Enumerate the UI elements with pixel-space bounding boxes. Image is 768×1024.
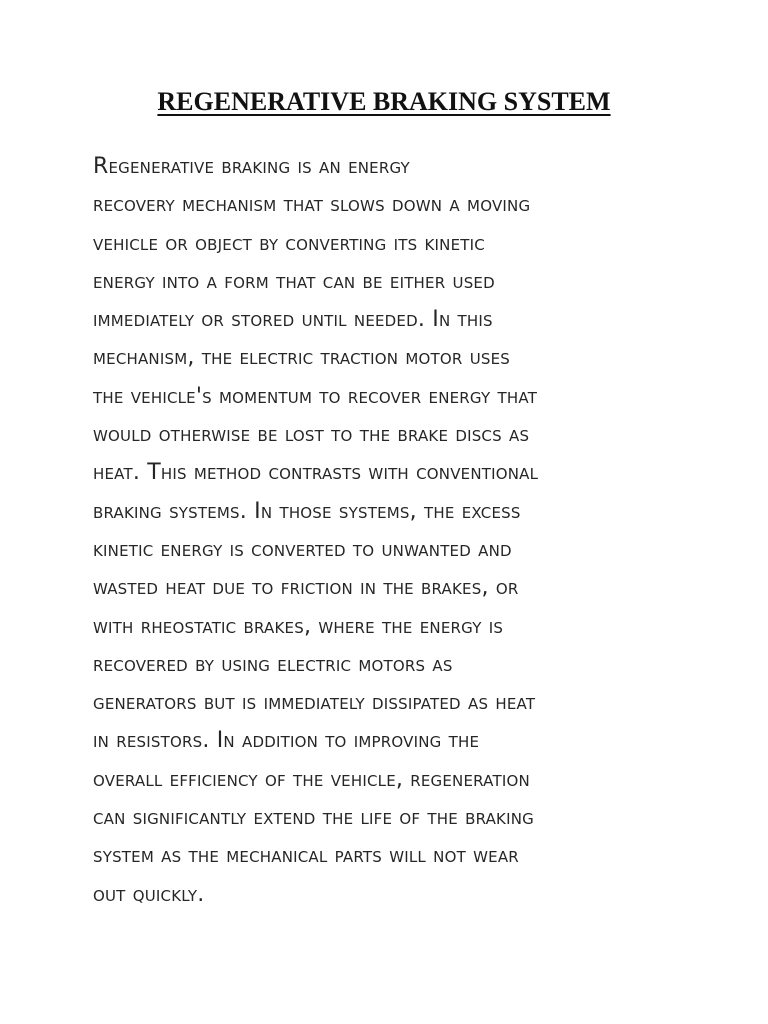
paragraph-line: heat. This method contrasts with conventional: [93, 460, 539, 486]
paragraph-line: generators but is immediately dissipated as heat: [93, 690, 536, 716]
paragraph-line: system as the mechanical parts will not wear: [93, 843, 519, 869]
paragraph-line: energy into a form that can be either used: [93, 268, 495, 294]
document-paragraph: [93, 148, 693, 914]
paragraph-line: wasted heat due to friction in the brakes, or: [93, 575, 519, 601]
paragraph-line: out quickly.: [93, 881, 205, 907]
paragraph-line: can significantly extend the life of the braking: [93, 805, 534, 831]
document-title-text: REGENERATIVE BRAKING SYSTEM: [157, 87, 611, 116]
paragraph-line: Regenerative braking is an energy: [93, 154, 410, 179]
paragraph-line: recovery mechanism that slows down a moving: [93, 192, 531, 218]
paragraph-line: mechanism, the electric traction motor uses: [93, 345, 510, 371]
paragraph-line: recovered by using electric motors as: [93, 651, 453, 677]
paragraph-line: immediately or stored until needed. In this: [93, 307, 493, 333]
document-title: [0, 86, 768, 118]
paragraph-line: braking systems. In those systems, the excess: [93, 498, 521, 524]
paragraph-line: in resistors. In addition to improving the: [93, 728, 480, 754]
paragraph-line: would otherwise be lost to the brake discs as: [93, 422, 530, 448]
paragraph-line: kinetic energy is converted to unwanted and: [93, 536, 512, 562]
paragraph-line: with rheostatic brakes, where the energy is: [93, 613, 504, 639]
paragraph-line: overall efficiency of the vehicle, regeneration: [93, 766, 530, 792]
paragraph-line: vehicle or object by converting its kinetic: [93, 230, 485, 256]
paragraph-line: the vehicle's momentum to recover energy that: [93, 383, 538, 409]
